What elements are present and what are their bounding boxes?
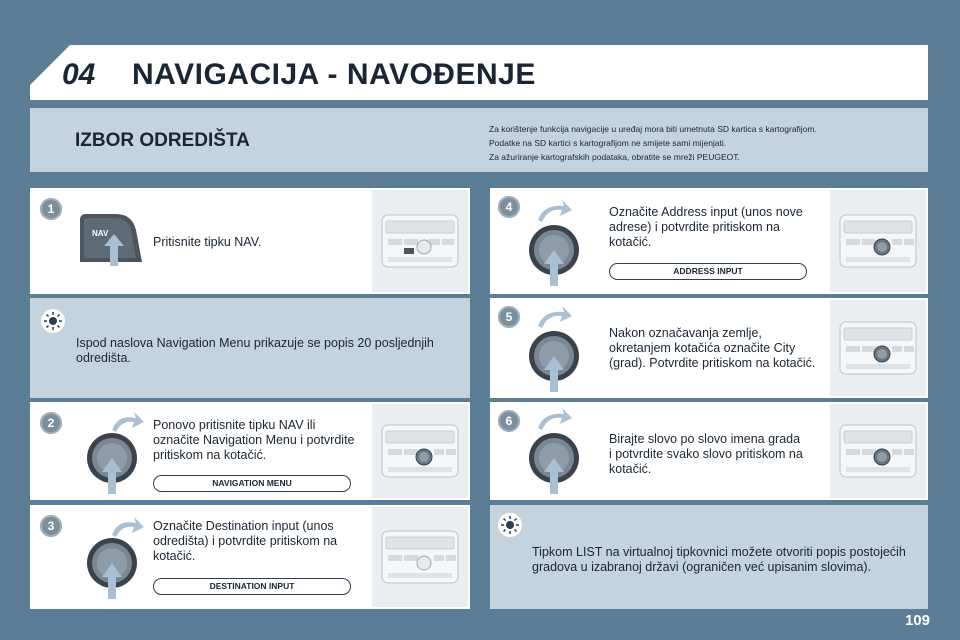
radio-panel-illustration: [830, 404, 926, 498]
tip-lightbulb-icon: [498, 513, 522, 537]
tip-text: gradova u izabranoj državi (ograničen već upisanim slovima).: [532, 560, 872, 574]
step-text: Nakon označavanja zemlje,: [609, 326, 762, 340]
section-title: IZBOR ODREDIŠTA: [75, 130, 250, 151]
step-panel-5: [490, 298, 928, 398]
page-number: 109: [904, 612, 930, 629]
step-text: (grad). Potvrdite pritiskom na kotačić.: [609, 356, 816, 370]
step-text: pritiskom na kotačić.: [153, 448, 267, 462]
step-panel-4: [490, 188, 928, 294]
radio-faceplate-icon: [838, 421, 918, 481]
navigation-menu-button[interactable]: NAVIGATION MENU: [153, 475, 351, 492]
step-number-badge: 2: [40, 412, 62, 434]
step-panel-1: [30, 188, 470, 294]
radio-panel-illustration: [830, 300, 926, 396]
step-panel-3: [30, 505, 470, 609]
step-text: označite Navigation Menu i potvrdite: [153, 433, 355, 447]
step-number-badge: 4: [498, 196, 520, 218]
radio-panel-illustration: [372, 190, 468, 292]
radio-panel-illustration: [830, 190, 926, 292]
step-text: Označite Destination input (unos: [153, 519, 334, 533]
step-text: Birajte slovo po slovo imena grada: [609, 432, 801, 446]
step-text: okretanjem kotačića označite City: [609, 341, 796, 355]
tip-text: Tipkom LIST na virtualnoj tipkovnici možete otvoriti popis postojećih: [532, 545, 906, 559]
destination-input-button[interactable]: DESTINATION INPUT: [153, 578, 351, 595]
step-text: Ponovo pritisnite tipku NAV ili: [153, 418, 316, 432]
chapter-number: 04: [62, 58, 96, 91]
tip-text: Ispod naslova Navigation Menu prikazuje se popis 20 posljednjih: [76, 336, 434, 350]
tip-text: odredišta.: [76, 351, 131, 365]
section-note: Za ažuriranje kartografskih podataka, obratite se mreži PEUGEOT.: [489, 152, 740, 162]
radio-faceplate-icon: [838, 211, 918, 271]
rotary-knob-push-icon: [524, 406, 588, 496]
step-panel-6: [490, 402, 928, 500]
chapter-title: NAVIGACIJA - NAVOĐENJE: [132, 58, 536, 91]
tip-panel-2: [490, 505, 928, 609]
step-text: Pritisnite tipku NAV.: [153, 235, 262, 249]
radio-faceplate-icon: [380, 211, 460, 271]
step-number-badge: 6: [498, 410, 520, 432]
nav-key-label: NAV: [92, 229, 109, 238]
step-panel-2: [30, 402, 470, 500]
step-text: odredišta) i potvrdite pritiskom na: [153, 534, 338, 548]
step-number-badge: 3: [40, 515, 62, 537]
step-text: Označite Address input (unos nove: [609, 205, 803, 219]
rotary-knob-push-icon: [524, 198, 588, 288]
rotary-knob-push-icon: [82, 513, 146, 601]
radio-panel-illustration: [372, 404, 468, 498]
section-note: Podatke na SD kartici s kartografijom ne smijete sami mijenjati.: [489, 138, 727, 148]
radio-faceplate-icon: [838, 318, 918, 378]
section-note: Za korištenje funkcija navigacije u uređaj mora biti umetnuta SD kartica s kartografijom.: [489, 124, 817, 134]
step-text: kotačić.: [153, 549, 196, 563]
step-text: adrese) i potvrdite pritiskom na: [609, 220, 780, 234]
tip-panel-1: [30, 298, 470, 398]
rotary-knob-push-icon: [82, 408, 146, 496]
step-number-badge: 1: [40, 198, 62, 220]
radio-faceplate-icon: [380, 527, 460, 587]
address-input-button[interactable]: ADDRESS INPUT: [609, 263, 807, 280]
radio-faceplate-icon: [380, 421, 460, 481]
tip-lightbulb-icon: [41, 309, 65, 333]
radio-panel-illustration: [372, 507, 468, 607]
step-text: i potvrdite svako slovo pritiskom na: [609, 447, 803, 461]
step-text: kotačić.: [609, 235, 652, 249]
rotary-knob-push-icon: [524, 304, 588, 394]
nav-key-icon: [76, 210, 146, 266]
step-text: kotačić.: [609, 462, 652, 476]
step-number-badge: 5: [498, 306, 520, 328]
